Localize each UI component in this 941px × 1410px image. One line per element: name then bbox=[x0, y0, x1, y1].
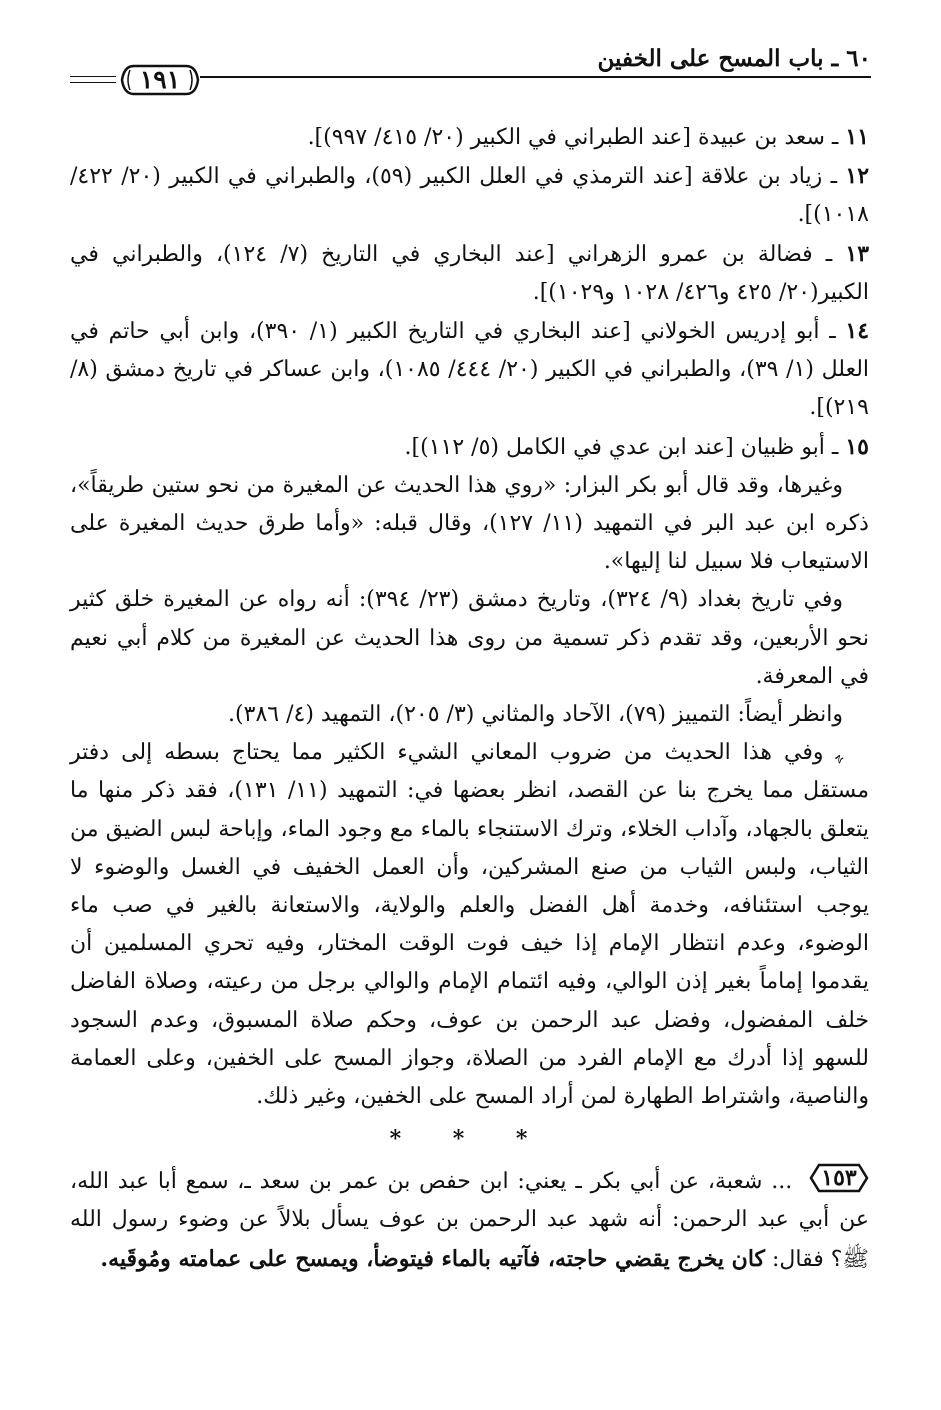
hadith-entry bbox=[70, 1162, 869, 1279]
page-header bbox=[70, 44, 871, 114]
list-item: ١٤ ـ أبو إدريس الخولاني [عند البخاري في التاريخ الكبير (١/ ٣٩٠)، وابن أبي حاتم في العلل (١/ ٣٩)، والطبراني في الكبير (٢٠/ ٤٤٤/ ١٠٨٥)، وابن عساكر في تاريخ دمشق (٨/ ٢١٩)]. bbox=[70, 318, 870, 421]
hadith-text: ... شعبة، عن أبي بكر ـ يعني: ابن حفص بن عمر بن سعد ـ، سمع أبا عبد الله، عن أبي عبد الرحمن: أنه شهد عبد الرحمن بن عوف يسأل بلالاً عن وضوء رسول الله ﷺ؟ فقال: bbox=[70, 1169, 869, 1272]
page-number: ١٩١ bbox=[139, 65, 181, 94]
commentary-paragraph: ﮩ وفي هذا الحديث من ضروب المعاني الشيء الكثير مما يحتاج بسطه إلى دفتر مستقل مما يخرج بنا عن القصد، انظر بعضها في: التمهيد (١١/ ١٣١)، فقد ذكر منها ما يتعلق بالجهاد، وآداب الخلاء، وترك الاستنجاء بالماء مع وجود الماء، وإباحة لبس الضيق من الثياب، ولبس الثياب من صنع المشركين، وأن العمل الخفيف في الغسل والوضوء لا يوجب استئنافه، وخدمة أهل الفضل والعلم والولاية، والاستعانة بالغير في صب ماء الوضوء، وعدم انتظار الإمام إذا خيف فوت الوقت المختار، وفيه تحري المسلمين أن يقدموا إماماً بغير إذن الوالي، وفيه ائتمام الإمام والوالي برجل من رعيته، وصلاة الفاضل خلف المفضول، وفضل عبد الرحمن بن عوف، وحكم صلاة المسبوق، وعدم السجود للسهو إذا أدرك مع الإمام الفرد من الصلاة، وجواز المسح على الخفين، وعلى العمامة والناصية، واشتراط الطهارة لمن أراد المسح على الخفين، وغير ذلك. bbox=[70, 740, 870, 1110]
commentary-paragraph: وفي تاريخ بغداد (٩/ ٣٢٤)، وتاريخ دمشق (٢٣/ ٣٩٤): أنه رواه عن المغيرة خلق كثير نحو الأربعين، وقد تقدم ذكر تسمية من روى هذا الحديث عن المغيرة من كلام أبي نعيم في المعرفة. bbox=[70, 587, 869, 689]
section-separator: * * * bbox=[389, 1126, 550, 1153]
header-rule-left bbox=[70, 76, 116, 77]
hadith-matn: كان يخرج يقضي حاجته، فآتيه بالماء فيتوضأ، ويمسح على عمامته ومُوقَيه. bbox=[100, 1245, 766, 1272]
commentary-paragraph: وانظر أيضاً: التمييز (٧٩)، الآحاد والمثاني (٣/ ٢٠٥)، التمهيد (٤/ ٣٨٦). bbox=[228, 702, 843, 728]
list-item: ١٣ ـ فضالة بن عمرو الزهراني [عند البخاري في التاريخ (٧/ ١٢٤)، والطبراني في الكبير(٢٠/ ٤٢٥ و٤٢٦/ ١٠٢٨ و١٠٢٩)]. bbox=[70, 240, 870, 305]
hadith-number-frame bbox=[809, 1162, 869, 1194]
header-rule-left-double bbox=[70, 82, 116, 83]
hadith-number: ١٥٣ bbox=[821, 1165, 857, 1192]
page-body bbox=[70, 118, 869, 1279]
running-title: ٦٠ ـ باب المسح على الخفين bbox=[597, 45, 871, 72]
page-number-frame bbox=[120, 62, 200, 98]
list-item: ١٢ ـ زياد بن علاقة [عند الترمذي في العلل الكبير (٥٩)، والطبراني في الكبير (٢٠/ ٤٢٢/ ١٠١٨)]. bbox=[70, 163, 870, 228]
commentary-paragraph: وغيرها، وقد قال أبو بكر البزار: «روي هذا الحديث عن المغيرة من نحو ستين طريقاً»، ذكره ابن عبد البر في التمهيد (١١/ ١٢٧)، وقال قبله: «وأما طرق حديث المغيرة على الاستيعاب فلا سبيل لنا إليها». bbox=[70, 472, 869, 575]
list-item: ١١ ـ سعد بن عبيدة [عند الطبراني في الكبير (٢٠/ ٤١٥/ ٩٩٧)]. bbox=[307, 124, 869, 150]
header-rule bbox=[200, 76, 871, 78]
list-item: ١٥ ـ أبو ظبيان [عند ابن عدي في الكامل (٥/ ١١٢)]. bbox=[404, 433, 869, 460]
